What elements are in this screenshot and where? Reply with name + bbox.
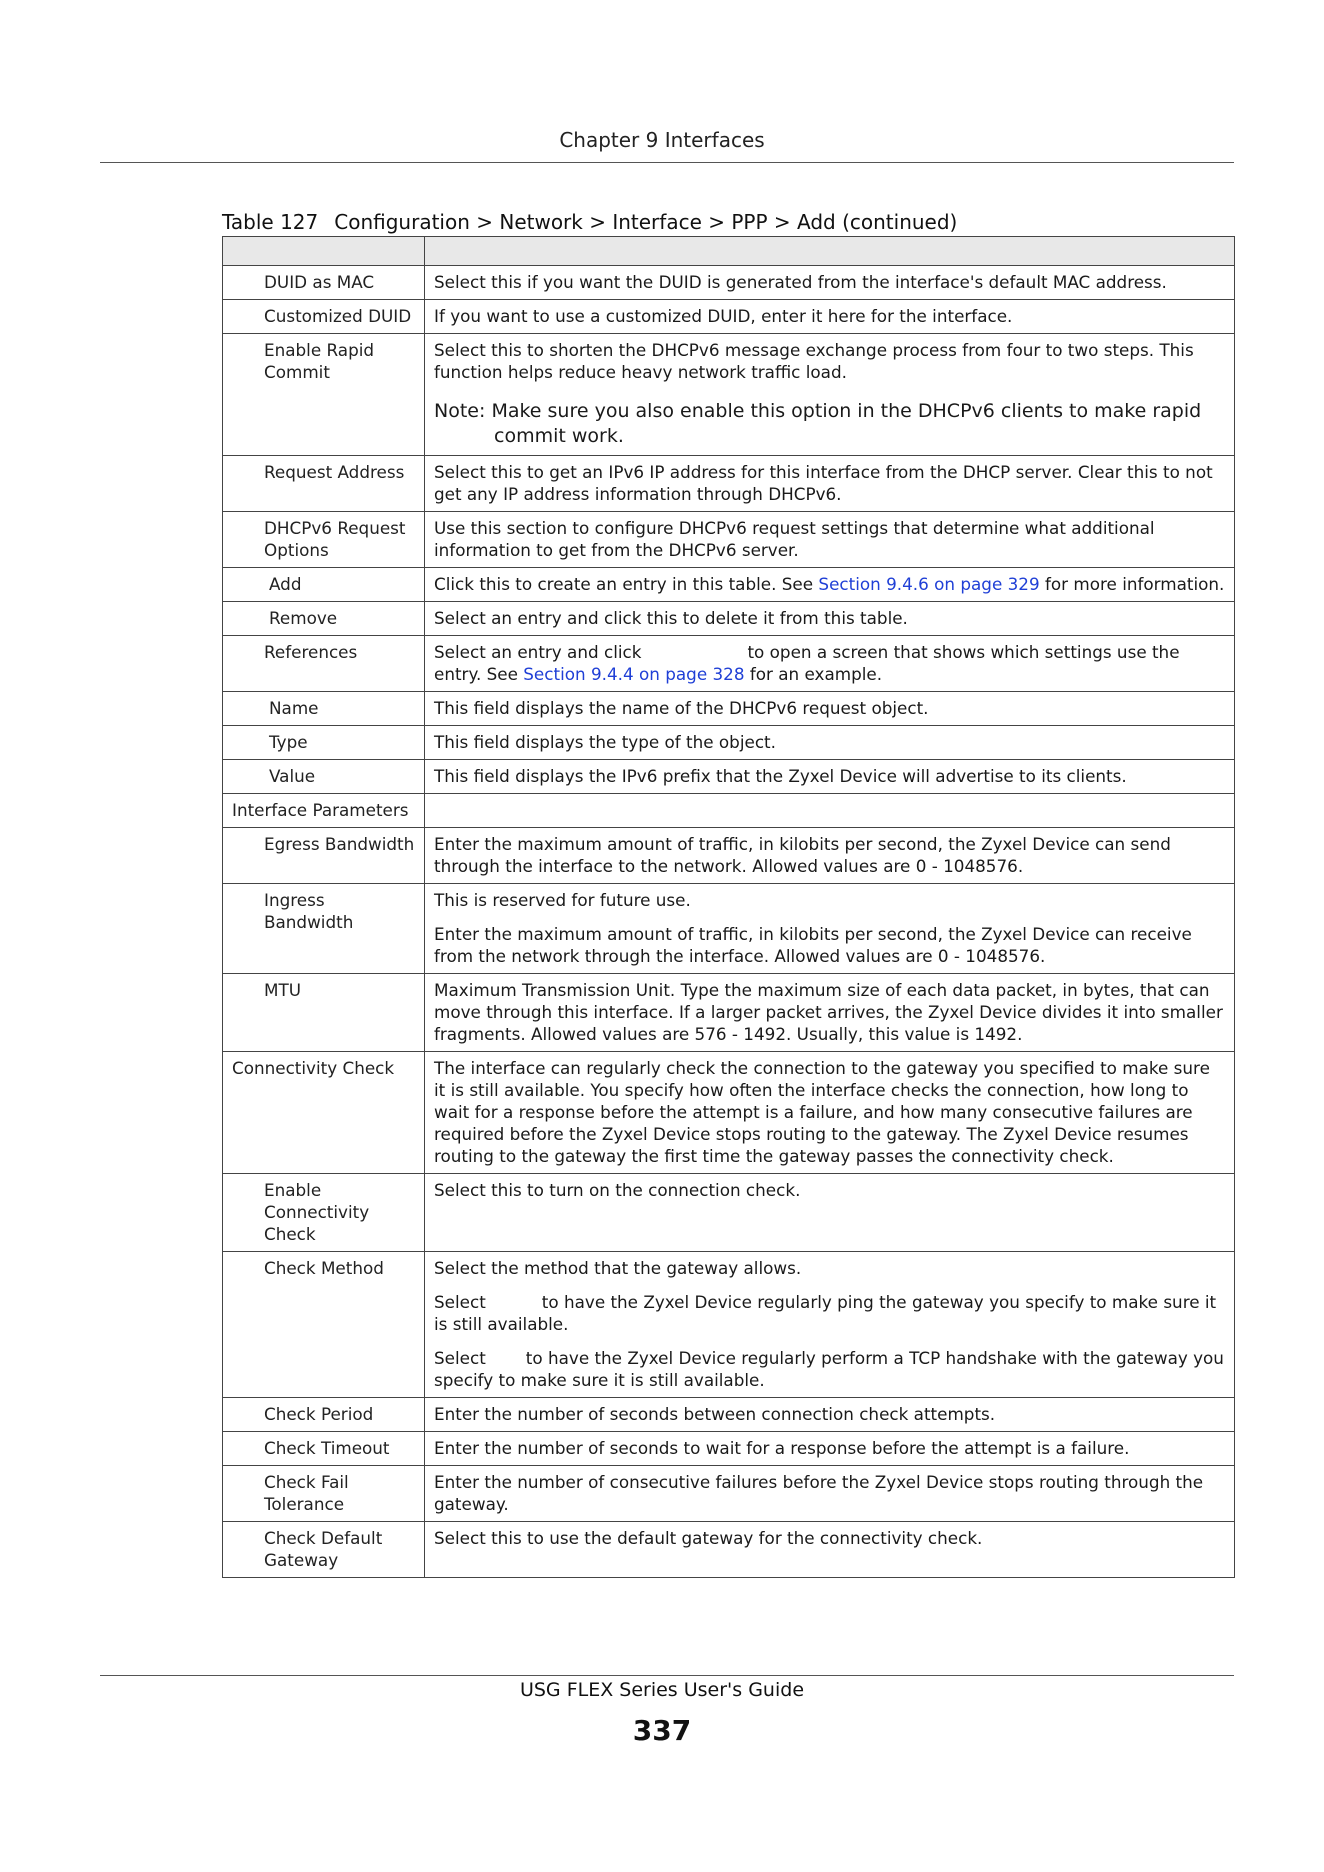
description-text: Select [434,1292,486,1312]
chapter-title: Chapter 9 Interfaces [559,128,765,152]
table-row [223,456,1235,512]
description-text: to have the Zyxel Device regularly ping the gateway you specify to make sure it is still available. [434,1292,1217,1334]
row-description: This field displays the type of the object. [425,726,1235,760]
row-label: Connectivity Check [223,1052,425,1174]
row-label: Value [223,760,425,794]
row-description: Select this if you want the DUID is generated from the interface's default MAC address. [425,266,1235,300]
row-label: Ingress Bandwidth [223,884,425,974]
row-description: The interface can regularly check the connection to the gateway you specified to make sure it is still available. You specify how often the interface checks the connection, how long to wait for a response before the attempt is a failure, and how many consecutive failures are required before the Zyxel Device stops routing to the gateway. The Zyxel Device resumes routing to the gateway the first time the gateway passes the connectivity check. [425,1052,1235,1174]
row-description: Enter the number of seconds between connection check attempts. [425,1398,1235,1432]
row-description [425,1252,1235,1398]
description-text: Click this to create an entry in this table. See [434,574,819,594]
row-label: DUID as MAC [223,266,425,300]
row-label: Check Period [223,1398,425,1432]
row-description [425,884,1235,974]
row-description [425,636,1235,692]
row-label: Enable Connectivity Check [223,1174,425,1252]
table-row [223,602,1235,636]
field-description-table [222,236,1235,1578]
header-cell-description [425,237,1235,266]
table-row [223,692,1235,726]
row-description: Use this section to configure DHCPv6 request settings that determine what additional information to get from the DHCPv6 server. [425,512,1235,568]
section-link[interactable]: Section 9.4.6 on page 329 [818,574,1040,594]
table-row [223,300,1235,334]
table-caption-title: Configuration > Network > Interface > PPP > Add (continued) [334,210,958,234]
note-text: Make sure you also enable this option in the DHCPv6 clients to make rapid [491,400,1202,422]
row-description: This field displays the IPv6 prefix that the Zyxel Device will advertise to its clients. [425,760,1235,794]
row-label: Egress Bandwidth [223,828,425,884]
row-description [425,334,1235,456]
row-label: Enable Rapid Commit [223,334,425,456]
description-text: Select the method that the gateway allows. [434,1258,802,1278]
table-row [223,828,1235,884]
row-label: DHCPv6 Request Options [223,512,425,568]
table-header-row [223,237,1235,266]
header-divider [100,162,1234,163]
note-block [434,399,1225,449]
table-row [223,1398,1235,1432]
table-row [223,1252,1235,1398]
table-caption [222,210,957,234]
row-label: Check Default Gateway [223,1522,425,1578]
row-description: Enter the number of seconds to wait for a response before the attempt is a failure. [425,1432,1235,1466]
table-row [223,512,1235,568]
row-description: This field displays the name of the DHCPv6 request object. [425,692,1235,726]
description-text: This is reserved for future use. [434,890,691,910]
row-label: Check Fail Tolerance [223,1466,425,1522]
table-row [223,636,1235,692]
row-label: Name [223,692,425,726]
table-row [223,1174,1235,1252]
description-text [434,1347,1225,1391]
description-text: to open a screen that shows which settings use the entry. See [434,642,1180,684]
table-caption-label: Table 127 [222,210,319,234]
row-label: Remove [223,602,425,636]
row-label: Interface Parameters [223,794,425,828]
description-text: to have the Zyxel Device regularly perform a TCP handshake with the gateway you specify to make sure it is still available. [434,1348,1224,1390]
table-row [223,794,1235,828]
note-text-continued: commit work. [494,425,624,447]
table-row [223,1432,1235,1466]
row-label: Check Timeout [223,1432,425,1466]
row-description-text: Select this to shorten the DHCPv6 message exchange process from four to two steps. This function helps reduce heavy network traffic load. [434,340,1194,382]
table-row [223,1466,1235,1522]
footer-divider [100,1675,1234,1676]
table-row [223,334,1235,456]
table-row [223,884,1235,974]
row-description: Maximum Transmission Unit. Type the maximum size of each data packet, in bytes, that can move through this interface. If a larger packet arrives, the Zyxel Device divides it into smaller fragments. Allowed values are 576 - 1492. Usually, this value is 1492. [425,974,1235,1052]
guide-title: USG FLEX Series User's Guide [519,1679,805,1701]
description-text: Select [434,1348,486,1368]
section-link[interactable]: Section 9.4.4 on page 328 [523,664,745,684]
description-text [434,1291,1225,1335]
row-label: Check Method [223,1252,425,1398]
row-label: Request Address [223,456,425,512]
header-cell-label [223,237,425,266]
row-label: Customized DUID [223,300,425,334]
table-row [223,974,1235,1052]
row-description: Select this to use the default gateway for the connectivity check. [425,1522,1235,1578]
description-text: Enter the maximum amount of traffic, in kilobits per second, the Zyxel Device can receive from the network through the interface. Allowed values are 0 - 1048576. [434,924,1192,966]
table-row [223,266,1235,300]
table-row [223,760,1235,794]
row-description: Select an entry and click this to delete it from this table. [425,602,1235,636]
description-text: Select an entry and click [434,642,642,662]
description-text: for an example. [744,664,883,684]
row-description [425,794,1235,828]
description-text: for more information. [1039,574,1225,594]
row-label: Type [223,726,425,760]
table-row [223,1052,1235,1174]
table-row [223,726,1235,760]
table-row [223,1522,1235,1578]
row-description: Enter the maximum amount of traffic, in kilobits per second, the Zyxel Device can send through the interface to the network. Allowed values are 0 - 1048576. [425,828,1235,884]
row-label: MTU [223,974,425,1052]
row-description: Select this to get an IPv6 IP address for this interface from the DHCP server. Clear this to not get any IP address information through DHCPv6. [425,456,1235,512]
row-description: Select this to turn on the connection check. [425,1174,1235,1252]
row-description [425,568,1235,602]
row-label: References [223,636,425,692]
row-description: If you want to use a customized DUID, enter it here for the interface. [425,300,1235,334]
table-row [223,568,1235,602]
note-label: Note: [434,400,486,422]
row-description: Enter the number of consecutive failures before the Zyxel Device stops routing through the gateway. [425,1466,1235,1522]
row-label: Add [223,568,425,602]
page-number: 337 [632,1714,692,1747]
